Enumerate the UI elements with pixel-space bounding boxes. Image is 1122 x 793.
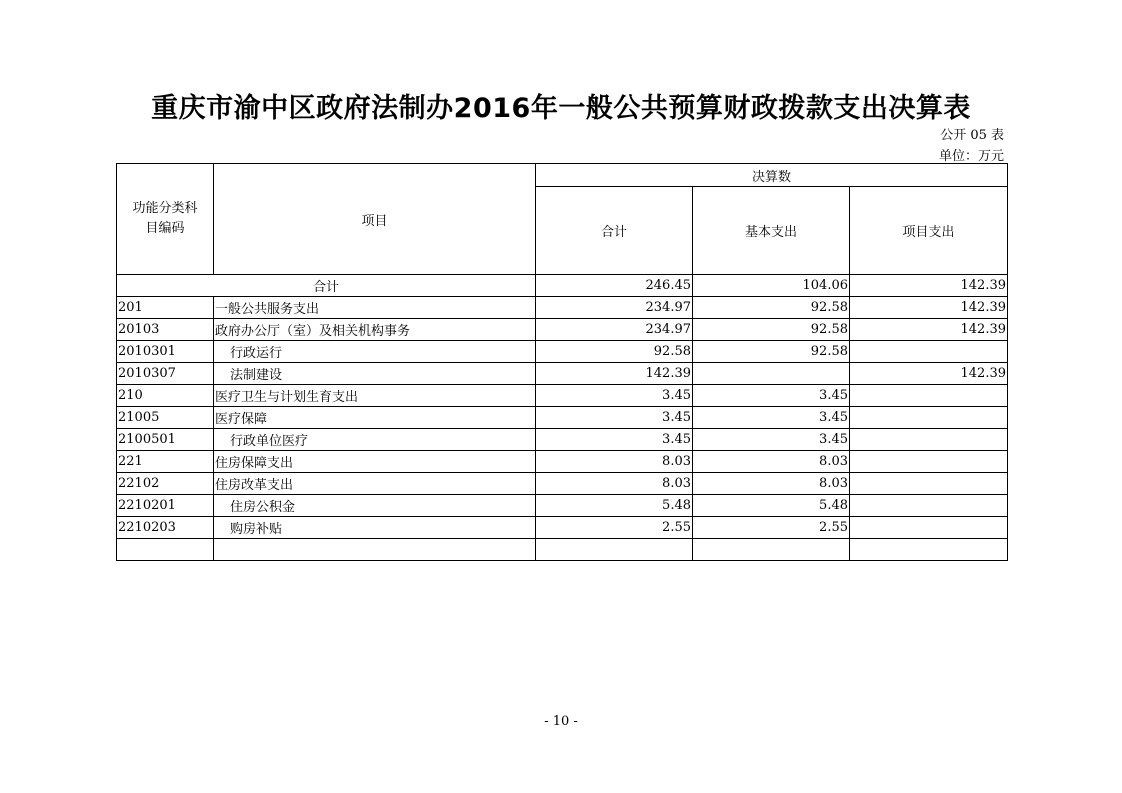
row-total: 3.45 [536,385,693,407]
row-basic [693,363,850,385]
blank-cell [117,539,214,561]
row-code: 20103 [117,319,214,341]
table-row [117,319,1008,341]
unit-label: 单位：万元 [938,149,1004,164]
row-project [850,341,1008,363]
row-code: 22102 [117,473,214,495]
blank-cell [536,539,693,561]
total-row [117,275,1008,297]
row-basic: 92.58 [693,297,850,319]
row-project [850,473,1008,495]
row-basic: 8.03 [693,473,850,495]
page-title: 重庆市渝中区政府法制办2016年一般公共预算财政拨款支出决算表 [151,93,971,124]
row-code: 201 [117,297,214,319]
row-item: 住房改革支出 [214,473,536,495]
total-row-project: 142.39 [850,275,1008,297]
table-row [117,407,1008,429]
row-item: 政府办公厅（室）及相关机构事务 [214,319,536,341]
row-item: 行政运行 [214,341,536,363]
row-code: 2100501 [117,429,214,451]
row-item: 购房补贴 [214,517,536,539]
table-row [117,363,1008,385]
table-row [117,385,1008,407]
row-basic: 92.58 [693,319,850,341]
row-item: 一般公共服务支出 [214,297,536,319]
row-total: 234.97 [536,319,693,341]
blank-cell [850,539,1008,561]
row-total: 8.03 [536,451,693,473]
form-number: 公开 05 表 [940,128,1004,143]
table-row [117,341,1008,363]
row-total: 5.48 [536,495,693,517]
table-row [117,495,1008,517]
row-project [850,495,1008,517]
row-basic: 3.45 [693,429,850,451]
row-item: 医疗卫生与计划生育支出 [214,385,536,407]
row-basic: 3.45 [693,407,850,429]
table-row [117,451,1008,473]
blank-row [117,539,1008,561]
row-project [850,407,1008,429]
header-project: 项目支出 [850,187,1008,275]
row-project [850,385,1008,407]
header-code: 功能分类科目编码 [117,164,214,275]
row-code: 2210203 [117,517,214,539]
table-row [117,297,1008,319]
row-code: 21005 [117,407,214,429]
row-code: 2010301 [117,341,214,363]
total-row-label: 合计 [117,275,536,297]
row-item: 行政单位医疗 [214,429,536,451]
row-total: 3.45 [536,429,693,451]
row-code: 2010307 [117,363,214,385]
blank-cell [214,539,536,561]
row-project: 142.39 [850,297,1008,319]
row-item: 医疗保障 [214,407,536,429]
row-project: 142.39 [850,363,1008,385]
row-item: 住房保障支出 [214,451,536,473]
header-basic: 基本支出 [693,187,850,275]
row-item: 住房公积金 [214,495,536,517]
total-row-total: 246.45 [536,275,693,297]
header-total: 合计 [536,187,693,275]
row-project: 142.39 [850,319,1008,341]
budget-table [116,163,1008,561]
row-code: 210 [117,385,214,407]
header-item: 项目 [214,164,536,275]
row-total: 8.03 [536,473,693,495]
row-total: 142.39 [536,363,693,385]
page-number: - 10 - [544,714,578,729]
table-row [117,517,1008,539]
row-code: 221 [117,451,214,473]
row-code: 2210201 [117,495,214,517]
row-total: 234.97 [536,297,693,319]
row-basic: 3.45 [693,385,850,407]
row-basic: 2.55 [693,517,850,539]
header-group: 决算数 [536,164,1008,187]
table-row [117,473,1008,495]
total-row-basic: 104.06 [693,275,850,297]
row-basic: 92.58 [693,341,850,363]
blank-cell [693,539,850,561]
row-basic: 5.48 [693,495,850,517]
row-item: 法制建设 [214,363,536,385]
row-total: 92.58 [536,341,693,363]
table-row [117,429,1008,451]
row-basic: 8.03 [693,451,850,473]
row-project [850,517,1008,539]
row-project [850,429,1008,451]
row-total: 2.55 [536,517,693,539]
row-total: 3.45 [536,407,693,429]
row-project [850,451,1008,473]
